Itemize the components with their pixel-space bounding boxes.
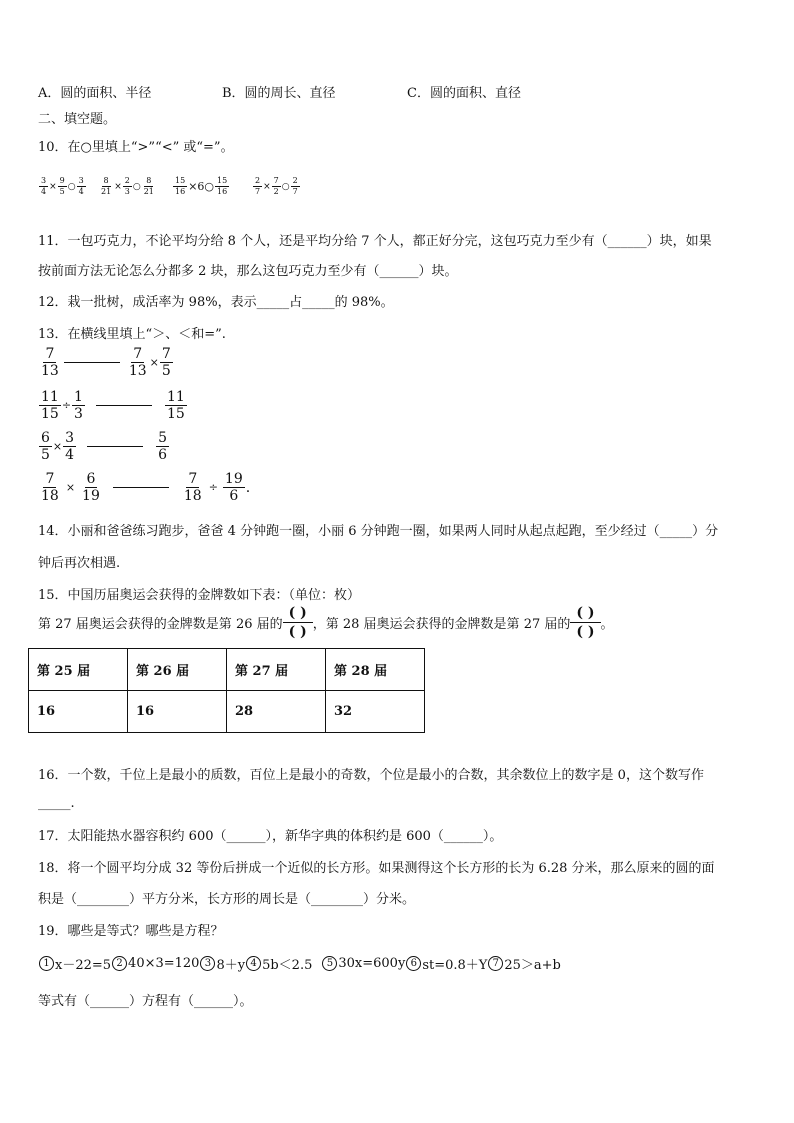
q19-items: [38, 954, 561, 973]
item-number-circle: 3: [200, 956, 215, 971]
answer-blank[interactable]: [113, 487, 169, 488]
table-header-cell: 第 25 届: [29, 649, 128, 691]
table-header-cell: 第 27 届: [227, 649, 326, 691]
fraction: $\frac{7}{13}$: [41, 346, 59, 379]
answer-circle[interactable]: ○: [132, 181, 141, 192]
q9-option-b: B．圆的周长、直径: [222, 86, 336, 101]
q13-row-2: [38, 390, 188, 421]
q13-row-4: [38, 472, 250, 503]
fraction: $\frac{7}{13}$: [128, 346, 147, 379]
fraction: $\frac{11}{15}$: [41, 389, 59, 422]
q13-text: 13．在横线里填上“＞、＜和=”.: [38, 327, 226, 342]
q10-item-3: [172, 177, 230, 196]
q13-row-3: [38, 431, 170, 462]
q19-question: 19．哪些是等式？哪些是方程？: [38, 924, 224, 939]
answer-blank[interactable]: [87, 446, 143, 447]
q9-option-a: A．圆的面积、半径: [38, 86, 152, 101]
item-number-circle: 5: [322, 956, 337, 971]
operator: ×: [49, 181, 57, 192]
fraction: $\frac{7}{18}$: [183, 471, 202, 504]
expression: 30x=600y: [338, 956, 406, 971]
answer-blank[interactable]: [64, 362, 120, 363]
answer-circle[interactable]: ○: [281, 181, 290, 192]
q15-sentence-part-a: 第 27 届奥运会获得的金牌数是第 26 届的: [38, 617, 283, 632]
q16-line-2: _____.: [38, 796, 75, 811]
fraction: $\frac{6}{19}$: [82, 471, 100, 504]
item-number-circle: 6: [406, 956, 421, 971]
answer-fraction-2[interactable]: $\frac{( )}{( )}$: [570, 606, 600, 639]
operator: ÷: [61, 399, 72, 412]
item-number-circle: 4: [246, 956, 261, 971]
q9-option-c: C．圆的面积、直径: [407, 86, 521, 101]
answer-fraction-1[interactable]: $\frac{( )}{( )}$: [283, 606, 313, 639]
fraction: $\frac{15}{16}$: [217, 176, 228, 196]
expression: 25＞a+b: [504, 958, 561, 973]
table-cell: 16: [29, 691, 128, 733]
table-cell: 16: [128, 691, 227, 733]
fraction: $\frac{8}{21}$: [101, 176, 112, 196]
q15-intro: 15．中国历届奥运会获得的金牌数如下表：（单位：枚）: [38, 588, 361, 603]
fraction: $\frac{15}{16}$: [175, 176, 186, 196]
q12-text: 12．栽一批树，成活率为 98%，表示_____占_____的 98%。: [38, 295, 394, 310]
fraction: $\frac{7}{18}$: [41, 471, 59, 504]
q10-item-2: [98, 177, 157, 196]
q14-line-1: 14．小丽和爸爸练习跑步，爸爸 4 分钟跑一圈，小丽 6 分钟跑一圈，如果两人同时从起点起跑，至少经过（_____）分: [38, 524, 719, 539]
fraction: $\frac{9}{5}$: [59, 176, 65, 196]
q17-text: 17．太阳能热水器容积约 600（______），新华字典的体积约是 600（______）。: [38, 829, 503, 844]
q18-line-1: 18．将一个圆平均分成 32 等份后拼成一个近似的长方形。如果测得这个长方形的长为 6.28 分米，那么原来的圆的面: [38, 861, 715, 876]
operator: ×: [114, 181, 122, 192]
fraction: $\frac{1}{3}$: [74, 389, 83, 422]
operator: ×: [263, 181, 271, 192]
fraction: $\frac{5}{6}$: [158, 430, 167, 463]
q19-answer: 等式有（______）方程有（______）。: [38, 994, 253, 1009]
item-number-circle: 1: [39, 956, 54, 971]
fraction: $\frac{19}{6}$: [224, 471, 243, 504]
q18-line-2: 积是（________）平方分米，长方形的周长是（________）分米。: [38, 892, 416, 907]
operator: ×: [149, 356, 159, 369]
expression: 40×3=120: [128, 956, 200, 971]
fraction: $\frac{6}{5}$: [41, 430, 50, 463]
fraction: $\frac{2}{7}$: [292, 176, 298, 196]
table-header-cell: 第 28 届: [326, 649, 425, 691]
answer-circle[interactable]: ○: [67, 181, 76, 192]
fraction: $\frac{3}{4}$: [41, 176, 47, 196]
q15-sentence-end: 。: [600, 617, 614, 632]
q15-sentence: [38, 606, 614, 639]
operator: ×: [65, 481, 76, 494]
medal-table: [28, 648, 425, 733]
fraction: $\frac{7}{2}$: [273, 176, 279, 196]
expression: 5b＜2.5: [262, 958, 313, 973]
operator: ×: [52, 440, 63, 453]
q16-line-1: 16．一个数，千位上是最小的质数，百位上是最小的奇数，个位是最小的合数，其余数位上的数字是 0，这个数写作: [38, 768, 704, 783]
q14-line-2: 钟后再次相遇.: [38, 556, 121, 571]
fraction: $\frac{11}{15}$: [166, 389, 185, 422]
expression: st=0.8＋Y: [422, 958, 488, 973]
q10-text: 10．在○里填上“>”“<” 或“=”。: [38, 140, 234, 155]
operator: ÷: [208, 481, 218, 494]
fraction: $\frac{3}{4}$: [78, 176, 84, 196]
q10-item-1: [38, 177, 87, 196]
table-cell: 28: [227, 691, 326, 733]
item-number-circle: 7: [488, 956, 503, 971]
fraction: $\frac{7}{5}$: [161, 346, 171, 379]
table-cell: 32: [326, 691, 425, 733]
operator: ×6○: [188, 180, 215, 193]
q15-sentence-part-b: ，第 28 届奥运会获得的金牌数是第 27 届的: [312, 617, 571, 632]
fraction: $\frac{2}{7}$: [255, 176, 261, 196]
period: .: [245, 479, 251, 496]
section-title: 二、填空题。: [38, 112, 117, 127]
item-number-circle: 2: [112, 956, 127, 971]
table-row: [29, 691, 425, 733]
q11-line-1: 11．一包巧克力，不论平均分给 8 个人，还是平均分给 7 个人，都正好分完，这包巧克力至少有（______）块，如果: [38, 234, 712, 249]
expression: x－22=5: [55, 958, 112, 973]
answer-blank[interactable]: [96, 405, 152, 406]
q10-item-4: [252, 177, 301, 196]
table-header-cell: 第 26 届: [128, 649, 227, 691]
fraction: $\frac{8}{21}$: [143, 176, 154, 196]
table-header-row: [29, 649, 425, 691]
fraction: $\frac{3}{4}$: [65, 430, 75, 463]
q13-row-1: [38, 347, 174, 378]
fraction: $\frac{2}{3}$: [124, 176, 130, 196]
expression: 8＋y: [216, 958, 246, 973]
q11-line-2: 按前面方法无论怎么分都多 2 块，那么这包巧克力至少有（______）块。: [38, 264, 458, 279]
